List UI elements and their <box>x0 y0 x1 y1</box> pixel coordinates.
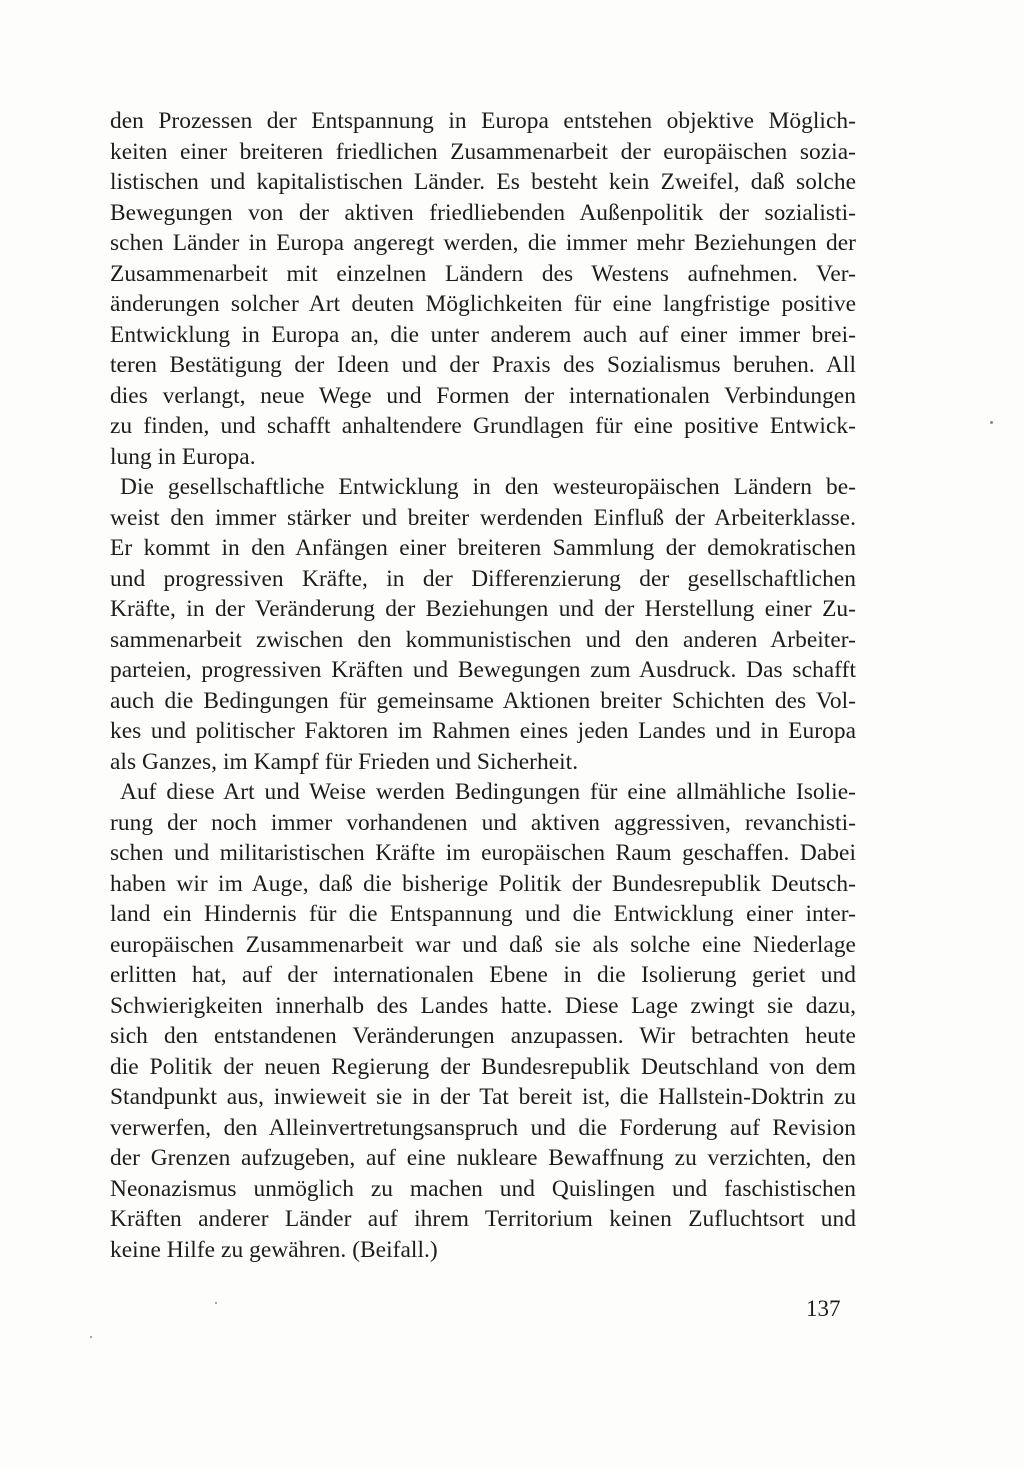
text-line: sich den entstandenen Veränderungen anzupassen. Wir betrachten heute <box>110 1023 856 1049</box>
text-line: Kräfte, in der Veränderung der Beziehungen und der Herstellung einer Zu- <box>110 596 856 622</box>
text-line: änderungen solcher Art deuten Möglichkeiten für eine langfristige positive <box>110 291 856 317</box>
page-number: 137 <box>806 1296 841 1321</box>
text-line: Neonazismus unmöglich zu machen und Quislingen und faschistischen <box>110 1175 856 1202</box>
text-line: und progressiven Kräfte, in der Differenzierung der gesellschaftlichen <box>110 565 856 592</box>
text-line: haben wir im Auge, daß die bisherige Politik der Bundesrepublik Deutsch- <box>110 870 856 897</box>
text-line: schen Länder in Europa angeregt werden, die immer mehr Beziehungen der <box>110 230 856 256</box>
text-line: keine Hilfe zu gewähren. (Beifall.) <box>110 1236 438 1263</box>
scan-speck <box>215 1302 217 1304</box>
text-line: rung der noch immer vorhandenen und aktiven aggressiven, revanchisti- <box>110 809 856 836</box>
text-line: kes und politischer Faktoren im Rahmen eines jeden Landes und in Europa <box>110 718 856 744</box>
text-line: verwerfen, den Alleinvertretungsanspruch und die Forderung auf Revision <box>110 1114 856 1141</box>
text-line: Die gesellschaftliche Entwicklung in den westeuropäischen Ländern be- <box>120 474 856 500</box>
text-line: Zusammenarbeit mit einzelnen Ländern des Westens aufnehmen. Ver- <box>110 260 856 287</box>
body-text <box>110 106 856 1265</box>
text-line: erlitten hat, auf der internationalen Ebene in die Isolierung geriet und <box>110 962 856 988</box>
paragraph <box>110 777 856 1265</box>
text-line: Kräften anderer Länder auf ihrem Territorium keinen Zufluchtsort und <box>110 1206 856 1232</box>
text-line: auch die Bedingungen für gemeinsame Aktionen breiter Schichten des Vol- <box>110 687 856 714</box>
text-line: Schwierigkeiten innerhalb des Landes hatte. Diese Lage zwingt sie dazu, <box>110 992 856 1019</box>
scan-speck <box>90 1336 92 1338</box>
text-line: sammenarbeit zwischen den kommunistischen und den anderen Arbeiter- <box>110 626 856 653</box>
text-line: listischen und kapitalistischen Länder. Es besteht kein Zweifel, daß solche <box>110 169 856 195</box>
text-line: zu finden, und schafft anhaltendere Grundlagen für eine positive Entwick- <box>110 413 856 439</box>
text-line: Auf diese Art und Weise werden Bedingungen für eine allmähliche Isolie- <box>120 779 856 805</box>
text-line: land ein Hindernis für die Entspannung und die Entwicklung einer inter- <box>110 901 856 927</box>
text-line: parteien, progressiven Kräften und Bewegungen zum Ausdruck. Das schafft <box>110 657 856 683</box>
paragraph <box>110 106 856 472</box>
text-line: teren Bestätigung der Ideen und der Praxis des Sozialismus beruhen. All <box>110 352 856 378</box>
text-line: europäischen Zusammenarbeit war und daß sie als solche eine Niederlage <box>110 931 856 958</box>
text-line: als Ganzes, im Kampf für Frieden und Sicherheit. <box>110 748 579 775</box>
text-line: schen und militaristischen Kräfte im europäischen Raum geschaffen. Dabei <box>110 840 856 866</box>
text-line: den Prozessen der Entspannung in Europa entstehen objektive Möglich- <box>110 108 856 134</box>
text-line: lung in Europa. <box>110 443 256 470</box>
text-line: Standpunkt aus, inwieweit sie in der Tat bereit ist, die Hallstein-Doktrin zu <box>110 1084 856 1110</box>
paragraph <box>110 472 856 777</box>
scan-speck <box>990 421 993 424</box>
text-line: Er kommt in den Anfängen einer breiteren Sammlung der demokratischen <box>110 535 856 561</box>
text-line: keiten einer breiteren friedlichen Zusammenarbeit der europäischen sozia- <box>110 138 856 165</box>
text-line: Entwicklung in Europa an, die unter anderem auch auf einer immer brei- <box>110 321 856 348</box>
text-line: die Politik der neuen Regierung der Bundesrepublik Deutschland von dem <box>110 1053 856 1080</box>
text-line: der Grenzen aufzugeben, auf eine nukleare Bewaffnung zu verzichten, den <box>110 1145 856 1171</box>
text-line: Bewegungen von der aktiven friedliebenden Außenpolitik der sozialisti- <box>110 199 856 226</box>
text-line: weist den immer stärker und breiter werdenden Einfluß der Arbeiterklasse. <box>110 504 856 531</box>
text-line: dies verlangt, neue Wege und Formen der internationalen Verbindungen <box>110 382 856 409</box>
